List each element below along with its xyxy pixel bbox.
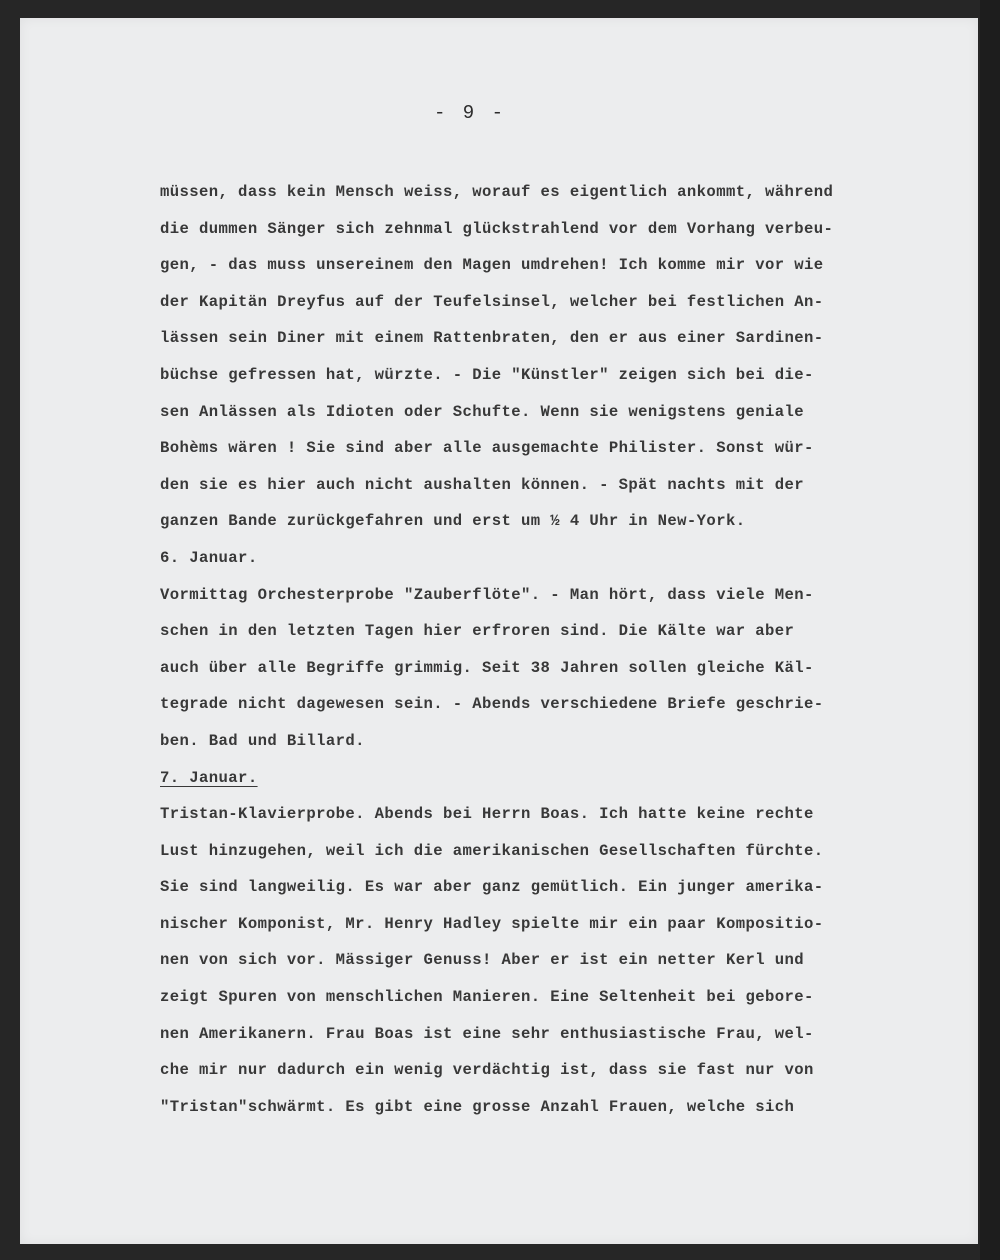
text-line: nen Amerikanern. Frau Boas ist eine sehr enthusiastische Frau, wel-: [160, 1024, 814, 1043]
scan-background-edge: [980, 0, 1000, 1260]
text-line: sen Anlässen als Idioten oder Schufte. Wenn sie wenigstens geniale: [160, 402, 805, 421]
text-line: Bohèms wären ! Sie sind aber alle ausgemachte Philister. Sonst wür-: [160, 439, 814, 458]
text-line: Tristan-Klavierprobe. Abends bei Herrn Boas. Ich hatte keine rechte: [160, 805, 814, 824]
text-line: der Kapitän Dreyfus auf der Teufelsinsel, welcher bei festlichen An-: [160, 292, 824, 311]
text-line: nen von sich vor. Mässiger Genuss! Aber er ist ein netter Kerl und: [160, 951, 805, 970]
text-line: ben. Bad und Billard.: [160, 731, 365, 750]
text-line: büchse gefressen hat, würzte. - Die "Künstler" zeigen sich bei die-: [160, 365, 814, 384]
body-text: [160, 174, 950, 1125]
text-line: Sie sind langweilig. Es war aber ganz gemütlich. Ein junger amerika-: [160, 878, 824, 897]
text-line: müssen, dass kein Mensch weiss, worauf es eigentlich ankommt, während: [160, 183, 834, 201]
date-heading-underlined: [160, 760, 950, 797]
text-line: ganzen Bande zurückgefahren und erst um ½ 4 Uhr in New-York.: [160, 512, 746, 531]
text-line: zeigt Spuren von menschlichen Manieren. Eine Seltenheit bei gebore-: [160, 988, 814, 1007]
text-line: "Tristan"schwärmt. Es gibt eine grosse Anzahl Frauen, welche sich: [160, 1097, 795, 1116]
text-line: tegrade nicht dagewesen sein. - Abends verschiedene Briefe geschrie-: [160, 695, 824, 714]
text-line: Vormittag Orchesterprobe "Zauberflöte". - Man hört, dass viele Men-: [160, 585, 814, 604]
text-line: nischer Komponist, Mr. Henry Hadley spielte mir ein paar Kompositio-: [160, 914, 824, 933]
text-line: den sie es hier auch nicht aushalten können. - Spät nachts mit der: [160, 475, 805, 494]
text-line: schen in den letzten Tagen hier erfroren sind. Die Kälte war aber: [160, 622, 795, 641]
text-line: che mir nur dadurch ein wenig verdächtig ist, dass sie fast nur von: [160, 1061, 814, 1080]
text-line: die dummen Sänger sich zehnmal glückstrahlend vor dem Vorhang verbeu-: [160, 219, 834, 238]
date-heading-text: 7. Januar.: [160, 768, 258, 787]
text-line: gen, - das muss unsereinem den Magen umdrehen! Ich komme mir vor wie: [160, 256, 824, 275]
text-line: lässen sein Diner mit einem Rattenbraten, den er aus einer Sardinen-: [160, 329, 824, 348]
text-line: Lust hinzugehen, weil ich die amerikanischen Gesellschaften fürchte.: [160, 841, 824, 860]
date-heading: 6. Januar.: [160, 548, 258, 567]
text-line: auch über alle Begriffe grimmig. Seit 38 Jahren sollen gleiche Käl-: [160, 658, 814, 677]
page-number: - 9 -: [433, 102, 506, 124]
